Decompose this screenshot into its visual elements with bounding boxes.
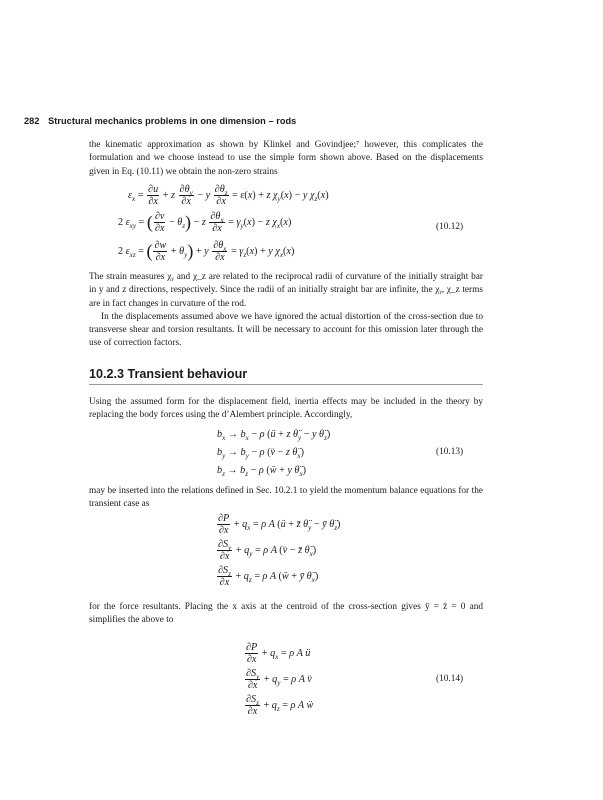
eq-number-10-13: (10.13) xyxy=(436,447,464,457)
eq-strain-xx: $\varepsilon_x$ = $\frac{\partial u}{\partial x}$ + z $\frac{\partial\theta_y}{\partial x}$ − y $\frac{\partial\theta_z}{\partial x}$ = ε(x) + z $\chi_y(x) - y$ $\chi_z(x)$ xyxy=(128,184,329,207)
eq-momentum-y: $\frac{\partial S_y}{\partial x}$ + $q_y = \rho$ A (v̈ − z̄ $\thetä_x$) xyxy=(218,539,317,562)
paragraph-3-text: In the displacements assumed above we have ignored the actual distortion of the cross-section due to transverse shear and torsion resultants. It will be necessary to account for this omission later through the use of correction factors. xyxy=(89,311,483,349)
paragraph-1 xyxy=(89,139,483,179)
eq-simplified-y: $\frac{\partial S_y}{\partial x}$ + $q_y = \rho$ A v̈ xyxy=(246,668,312,691)
eq-body-force-y: $b_y \to b_y - \rho$ (v̈ − z $\thetä_x$) xyxy=(217,447,304,460)
paragraph-4 xyxy=(89,396,483,423)
eq-momentum-x: $\frac{\partial P}{\partial x}$ + $q_x = \rho$ A (ü + z̄ $\thetä_y$ − ȳ $\thetä_z$) xyxy=(218,513,341,536)
running-head xyxy=(24,116,296,126)
paragraph-1-text: the kinematic approximation as shown by Klinkel and Govindjee;⁷ however, this complicates the formulation and we choose instead to use the simple form shown above. Based on the displacements given in Eq. (10.11) we obtain the non-zero strains xyxy=(89,140,483,177)
paragraph-5 xyxy=(89,485,483,512)
section-rule xyxy=(89,384,483,385)
eq-number-10-12: (10.12) xyxy=(436,222,464,232)
eq-body-force-x: $b_x \to b_x - \rho$ (ü + z $\thetä_y - y$ $\thetä_z$) xyxy=(217,429,331,442)
running-title: Structural mechanics problems in one dimension – rods xyxy=(48,116,297,126)
paragraph-6-text: for the force resultants. Placing the x axis at the centroid of the cross-section gives ȳ = z̄ = 0 and simplifies the above to xyxy=(89,602,483,626)
eq-number-10-14: (10.14) xyxy=(436,674,464,684)
eq-strain-xz: 2 $\varepsilon_{xz}$ = ( $\frac{\partial w}{\partial x}$ + $\theta_y) + y$ $\frac{\partial\theta_x}{\partial x}$ = $\gamma_z(x) + y$ $\chi_x(x)$ xyxy=(118,240,295,263)
eq-body-force-z: $b_z \to b_z - \rho$ (ẅ + y $\thetä_x$) xyxy=(217,465,307,478)
page-number: 282 xyxy=(24,116,40,126)
section-number: 10.2.3 xyxy=(89,367,125,381)
paragraph-2-text: The strain measures χᵧ and χ_z are related to the reciprocal radii of curvature of the initially straight bar in y and z directions, respectively. Since the radii of an initially straight bar are infinite, the χᵧ, χ_z terms are in fact changes in curvature of the rod. xyxy=(89,272,483,309)
paragraph-5-text: may be inserted into the relations defined in Sec. 10.2.1 to yield the momentum balance equations for the transient case as xyxy=(89,486,483,510)
paragraph-4-text: Using the assumed form for the displacement field, inertia effects may be included in the theory by replacing the body forces using the d’Alembert principle. Accordingly, xyxy=(89,397,483,421)
section-title: Transient behaviour xyxy=(127,367,248,381)
paragraph-2 xyxy=(89,271,483,351)
paragraph-6 xyxy=(89,601,483,628)
eq-simplified-z: $\frac{\partial S_z}{\partial x}$ + $q_z = \rho$ A ẅ xyxy=(246,694,314,717)
eq-momentum-z: $\frac{\partial S_z}{\partial x}$ + $q_z = \rho$ A (ẅ + ȳ $\thetä_x$) xyxy=(218,565,319,588)
eq-simplified-x: $\frac{\partial P}{\partial x}$ + $q_x = \rho$ A ü xyxy=(246,642,311,665)
eq-strain-xy: 2 $\varepsilon_{xy}$ = ( $\frac{\partial v}{\partial x}$ − $\theta_z) - z$ $\frac{\partial\theta_x}{\partial x}$ = $\gamma_y(x) - z$ $\chi_x(x)$ xyxy=(118,211,292,234)
section-heading xyxy=(89,367,247,381)
